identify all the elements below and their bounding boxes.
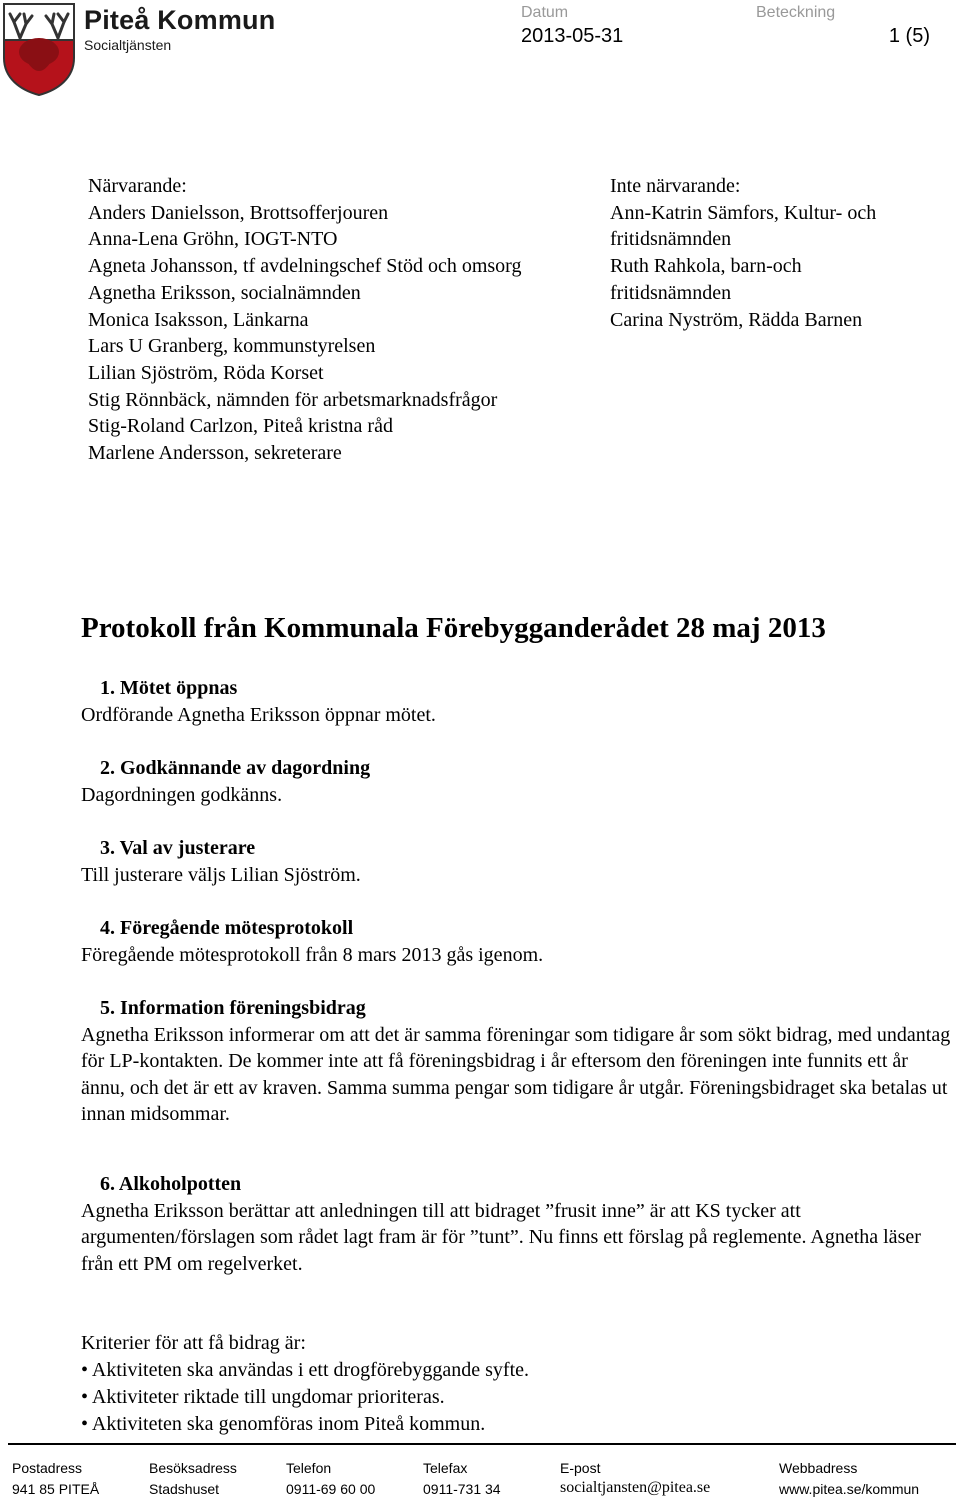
section-body: Dagordningen godkänns. <box>81 783 283 806</box>
website-link[interactable]: www.pitea.se/kommun <box>779 1481 920 1497</box>
section-body: Föregående mötesprotokoll från 8 mars 2013 gås igenom. <box>81 943 544 966</box>
section-1 <box>81 675 941 728</box>
section-body: Agnetha Eriksson berättar att anledningen till att bidraget ”frusit inne” är att KS tycker att argumenten/förslagen som rådet lagt fram är för ”tunt”. Nu finns ett förslag på reglemente. Agnetha läser från ett PM om regelverket. <box>81 1199 921 1275</box>
phone-value: 0911-69 60 00 <box>286 1481 376 1497</box>
visiting-address-label: Besöksadress <box>149 1460 237 1476</box>
list-item <box>81 1411 529 1438</box>
department-name: Socialtjänsten <box>84 37 172 53</box>
organization-header <box>84 4 275 53</box>
email-link[interactable]: socialtjansten@pitea.se <box>560 1479 711 1496</box>
section-heading: 4. Föregående mötesprotokoll <box>100 917 354 939</box>
section-body: Till justerare väljs Lilian Sjöström. <box>81 863 361 886</box>
list-item: fritidsnämnden <box>610 281 732 304</box>
list-item: Ruth Rahkola, barn-och <box>610 255 802 278</box>
list-item <box>81 1357 529 1384</box>
section-5 <box>81 995 953 1128</box>
list-item: Stig Rönnbäck, nämnden för arbetsmarknadsfrågor <box>88 388 498 411</box>
organization-name: Piteå Kommun <box>84 5 276 35</box>
website-label: Webbadress <box>779 1460 858 1476</box>
section-heading: 6. Alkoholpotten <box>100 1173 242 1195</box>
section-body: Agnetha Eriksson informerar om att det är samma föreningar som tidigare år som sökt bidrag, med undantag för LP-kontakten. De kommer inte att få föreningsbidrag i år eftersom den föreningen inte funnits ett år ännu, och det är ett av kraven. Samma summa pengar som tidigare år utgår. Föreningsbidraget ska betalas ut innan midsommar. <box>81 1023 951 1125</box>
date-label: Datum <box>521 4 569 21</box>
footer-divider <box>8 1443 956 1445</box>
bullet-icon: • <box>81 1386 89 1408</box>
document-title: Protokoll från Kommunala Förebygganderådet 28 maj 2013 <box>81 612 826 644</box>
list-item: fritidsnämnden <box>610 228 732 251</box>
postal-address-label: Postadress <box>12 1460 83 1476</box>
list-item: Monica Isaksson, Länkarna <box>88 308 309 331</box>
list-item: Ann-Katrin Sämfors, Kultur- och <box>610 201 877 224</box>
list-item: Carina Nyström, Rädda Barnen <box>610 308 863 331</box>
reference-label: Beteckning <box>756 4 836 21</box>
list-item: Lars U Granberg, kommunstyrelsen <box>88 335 376 358</box>
section-body: Ordförande Agnetha Eriksson öppnar mötet. <box>81 703 436 726</box>
list-item: Anders Danielsson, Brottsofferjouren <box>88 201 389 224</box>
section-heading: 1. Mötet öppnas <box>100 677 238 699</box>
bullet-icon: • <box>81 1359 89 1381</box>
list-item: Agnetha Eriksson, socialnämnden <box>88 281 361 304</box>
section-heading: 3. Val av justerare <box>100 837 256 859</box>
list-item <box>81 1384 529 1411</box>
criteria-block <box>81 1330 529 1438</box>
criteria-intro: Kriterier för att få bidrag är: <box>81 1332 306 1354</box>
list-item: Lilian Sjöström, Röda Korset <box>88 361 324 384</box>
pitea-coat-of-arms-logo <box>0 0 80 96</box>
section-4 <box>81 915 941 968</box>
bullet-text: Aktiviteter riktade till ungdomar prioriteras. <box>91 1386 445 1408</box>
postal-address-value: 941 85 PITEÅ <box>12 1481 100 1497</box>
section-heading: 5. Information föreningsbidrag <box>100 997 366 1019</box>
bullet-icon: • <box>81 1413 89 1435</box>
phone-label: Telefon <box>286 1460 332 1476</box>
absent-list <box>610 173 876 333</box>
section-2 <box>81 755 941 808</box>
date-value: 2013-05-31 <box>521 25 624 47</box>
section-heading: 2. Godkännande av dagordning <box>100 757 371 779</box>
present-list <box>88 173 521 467</box>
list-item: Stig-Roland Carlzon, Piteå kristna råd <box>88 415 393 438</box>
email-label: E-post <box>560 1460 601 1476</box>
absent-heading: Inte närvarande: <box>610 175 741 197</box>
section-3 <box>81 835 941 888</box>
bullet-text: Aktiviteten ska genomföras inom Piteå kommun. <box>91 1413 486 1435</box>
fax-label: Telefax <box>423 1460 468 1476</box>
visiting-address-value: Stadshuset <box>149 1481 220 1497</box>
fax-value: 0911-731 34 <box>423 1481 501 1497</box>
present-heading: Närvarande: <box>88 175 187 197</box>
page-number: 1 (5) <box>888 25 930 47</box>
list-item: Anna-Lena Gröhn, IOGT-NTO <box>88 228 338 251</box>
list-item: Marlene Andersson, sekreterare <box>88 442 342 465</box>
bullet-text: Aktiviteten ska användas i ett drogförebyggande syfte. <box>91 1359 530 1381</box>
section-6 <box>81 1171 931 1277</box>
list-item: Agneta Johansson, tf avdelningschef Stöd och omsorg <box>88 255 522 278</box>
